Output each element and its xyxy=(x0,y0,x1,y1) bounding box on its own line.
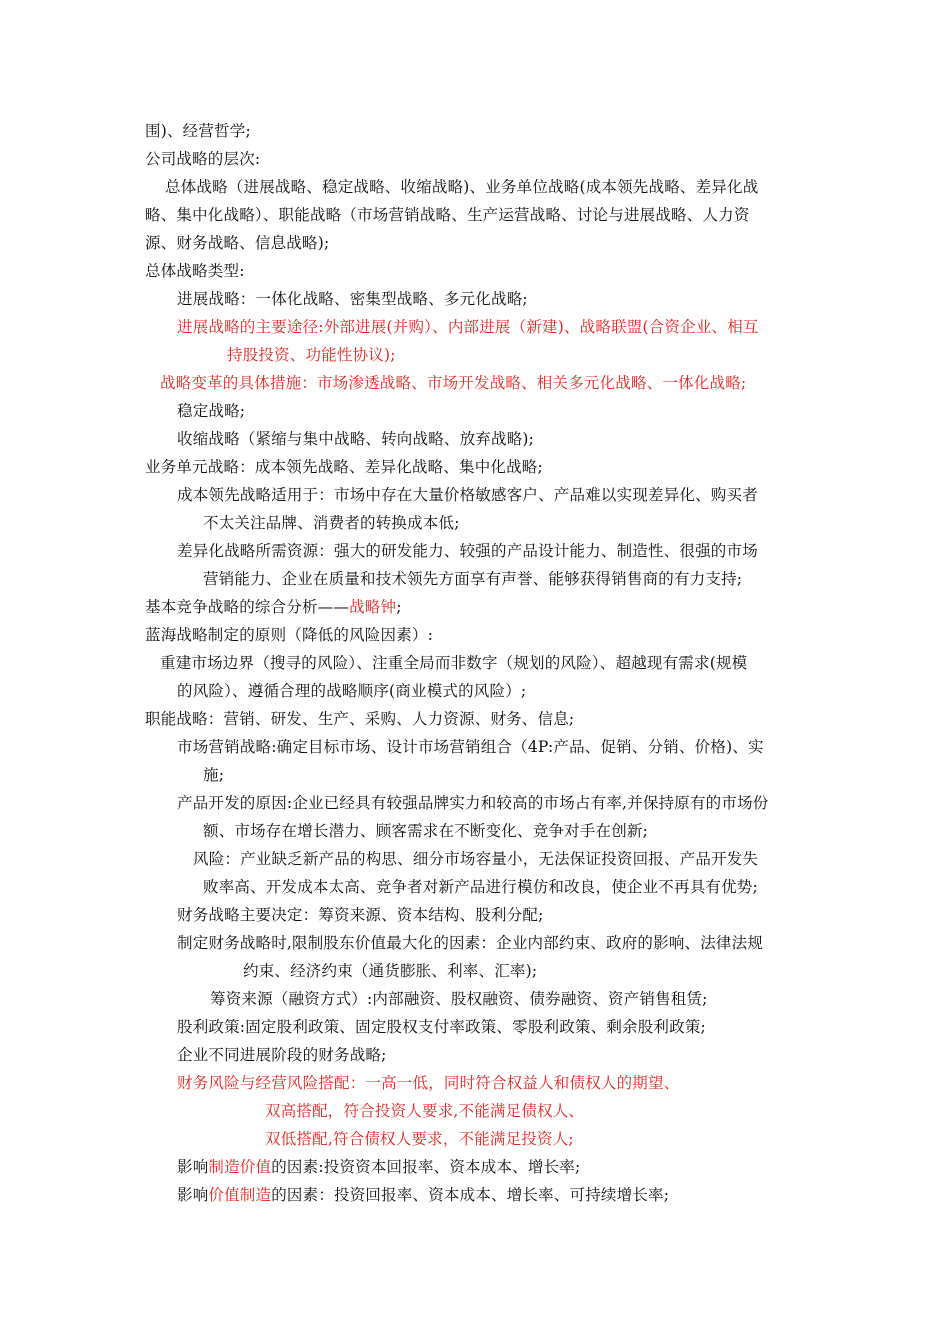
text-segment: 稳定战略; xyxy=(177,402,246,420)
text-line xyxy=(177,1157,580,1177)
text-line xyxy=(177,1073,679,1093)
text-line xyxy=(160,653,747,673)
text-segment: 围)、经营哲学; xyxy=(145,122,251,140)
text-segment: 公司战略的层次: xyxy=(145,150,261,168)
text-segment: 的因素：投资回报率、资本成本、增长率、可持续增长率; xyxy=(271,1186,670,1204)
text-segment: 差异化战略所需资源：强大的研发能力、较强的产品设计能力、制造性、很强的市场 xyxy=(177,542,758,560)
text-line xyxy=(165,177,758,197)
text-line xyxy=(265,1129,574,1149)
text-line xyxy=(177,541,758,561)
text-line xyxy=(145,205,750,225)
text-line xyxy=(177,317,759,337)
highlighted-text: 财务风险与经营风险搭配：一高一低，同时符合权益人和债权人的期望、 xyxy=(177,1074,680,1092)
text-line xyxy=(203,513,460,533)
text-segment: 略、集中化战略）、职能战略（市场营销战略、生产运营战略、讨论与进展战略、人力资 xyxy=(145,206,750,224)
text-segment: 营销能力、企业在质量和技术领先方面享有声誉、能够获得销售商的有力支持; xyxy=(203,570,743,588)
highlighted-text: 双高搭配，符合投资人要求,不能满足债权人、 xyxy=(265,1102,585,1120)
text-segment: 施; xyxy=(203,766,225,784)
text-segment: 败率高、开发成本太高、竞争者对新产品进行模仿和改良，使企业不再具有优势; xyxy=(203,878,758,896)
highlighted-text: 进展战略的主要途径:外部进展(并购）、内部进展（新建)、战略联盟(合资企业、相互 xyxy=(177,318,759,336)
highlighted-text: 战略钟 xyxy=(349,598,397,616)
text-line xyxy=(160,373,746,393)
text-segment: 源、财务战略、信息战略); xyxy=(145,234,330,252)
highlighted-text: 价值制造 xyxy=(208,1186,272,1204)
text-segment: 产品开发的原因:企业已经具有较强品牌实力和较高的市场占有率,并保持原有的市场份 xyxy=(177,794,769,812)
text-segment: 收缩战略（紧缩与集中战略、转向战略、放弃战略); xyxy=(177,430,535,448)
text-line xyxy=(193,849,758,869)
text-segment: 蓝海战略制定的原则（降低的风险因素）: xyxy=(145,626,434,644)
text-line xyxy=(265,1101,584,1121)
text-line xyxy=(177,1045,387,1065)
text-line xyxy=(145,233,329,253)
text-line xyxy=(203,569,742,589)
text-line xyxy=(177,1185,669,1205)
text-segment: 业务单元战略：成本领先战略、差异化战略、集中化战略; xyxy=(145,458,543,476)
text-line xyxy=(177,401,245,421)
text-line xyxy=(210,989,708,1009)
text-line xyxy=(177,429,534,449)
text-segment: 总体战略（进展战略、稳定战略、收缩战略)、业务单位战略(成本领先战略、差异化战 xyxy=(165,178,759,196)
text-line xyxy=(177,793,768,813)
text-segment: 基本竞争战略的综合分析—— xyxy=(145,598,350,616)
text-segment: 不太关注品牌、消费者的转换成本低; xyxy=(203,514,460,532)
text-segment: 市场营销战略:确定目标市场、设计市场营销组合（4P:产品、促销、分销、价格)、实 xyxy=(177,738,764,756)
text-segment: 约束、经济约束（通货膨胀、利率、汇率); xyxy=(243,962,538,980)
text-line xyxy=(177,905,544,925)
text-line xyxy=(145,149,260,169)
text-line xyxy=(177,289,528,309)
text-line xyxy=(145,709,574,729)
text-line xyxy=(203,821,648,841)
text-segment: 影响 xyxy=(177,1158,209,1176)
text-line xyxy=(177,933,763,953)
text-line xyxy=(145,625,433,645)
highlighted-text: 战略变革的具体措施：市场渗透战略、市场开发战略、相关多元化战略、一体化战略; xyxy=(160,374,747,392)
text-segment: 额、市场存在增长潜力、顾客需求在不断变化、竞争对手在创新; xyxy=(203,822,649,840)
text-segment: 企业不同进展阶段的财务战略; xyxy=(177,1046,387,1064)
text-segment: 制定财务战略时,限制股东价值最大化的因素：企业内部约束、政府的影响、法律法规 xyxy=(177,934,764,952)
text-line xyxy=(203,765,224,785)
text-segment: 筹资来源（融资方式）:内部融资、股权融资、债券融资、资产销售租赁; xyxy=(210,990,708,1008)
text-segment: 股利政策:固定股利政策、固定股权支付率政策、零股利政策、剩余股利政策; xyxy=(177,1018,706,1036)
text-line xyxy=(145,261,245,281)
text-segment: 总体战略类型: xyxy=(145,262,245,280)
text-line xyxy=(145,597,402,617)
text-segment: 财务战略主要决定：筹资来源、资本结构、股利分配; xyxy=(177,906,544,924)
text-line xyxy=(177,737,764,757)
text-line xyxy=(203,877,758,897)
text-line xyxy=(145,457,543,477)
text-line xyxy=(177,681,526,701)
text-segment: 进展战略：一体化战略、密集型战略、多元化战略; xyxy=(177,290,528,308)
text-segment: 影响 xyxy=(177,1186,209,1204)
highlighted-text: 制造价值 xyxy=(208,1158,272,1176)
highlighted-text: 双低搭配,符合债权人要求，不能满足投资人; xyxy=(265,1130,574,1148)
text-segment: 职能战略：营销、研发、生产、采购、人力资源、财务、信息; xyxy=(145,710,575,728)
text-line xyxy=(243,961,537,981)
text-segment: ; xyxy=(396,598,402,616)
text-segment: 重建市场边界（搜寻的风险）、注重全局而非数字（规划的风险）、超越现有需求(规模 xyxy=(160,654,748,672)
text-line xyxy=(227,345,396,365)
text-line xyxy=(145,121,251,141)
text-segment: 成本领先战略适用于：市场中存在大量价格敏感客户、产品难以实现差异化、购买者 xyxy=(177,486,758,504)
text-segment: 风险：产业缺乏新产品的构思、细分市场容量小，无法保证投资回报、产品开发失 xyxy=(193,850,759,868)
text-segment: 的因素:投资资本回报率、资本成本、增长率; xyxy=(271,1158,581,1176)
highlighted-text: 持股投资、功能性协议); xyxy=(227,346,396,364)
text-segment: 的风险）、遵循合理的战略顺序(商业模式的风险）; xyxy=(177,682,527,700)
text-line xyxy=(177,485,758,505)
text-line xyxy=(177,1017,706,1037)
